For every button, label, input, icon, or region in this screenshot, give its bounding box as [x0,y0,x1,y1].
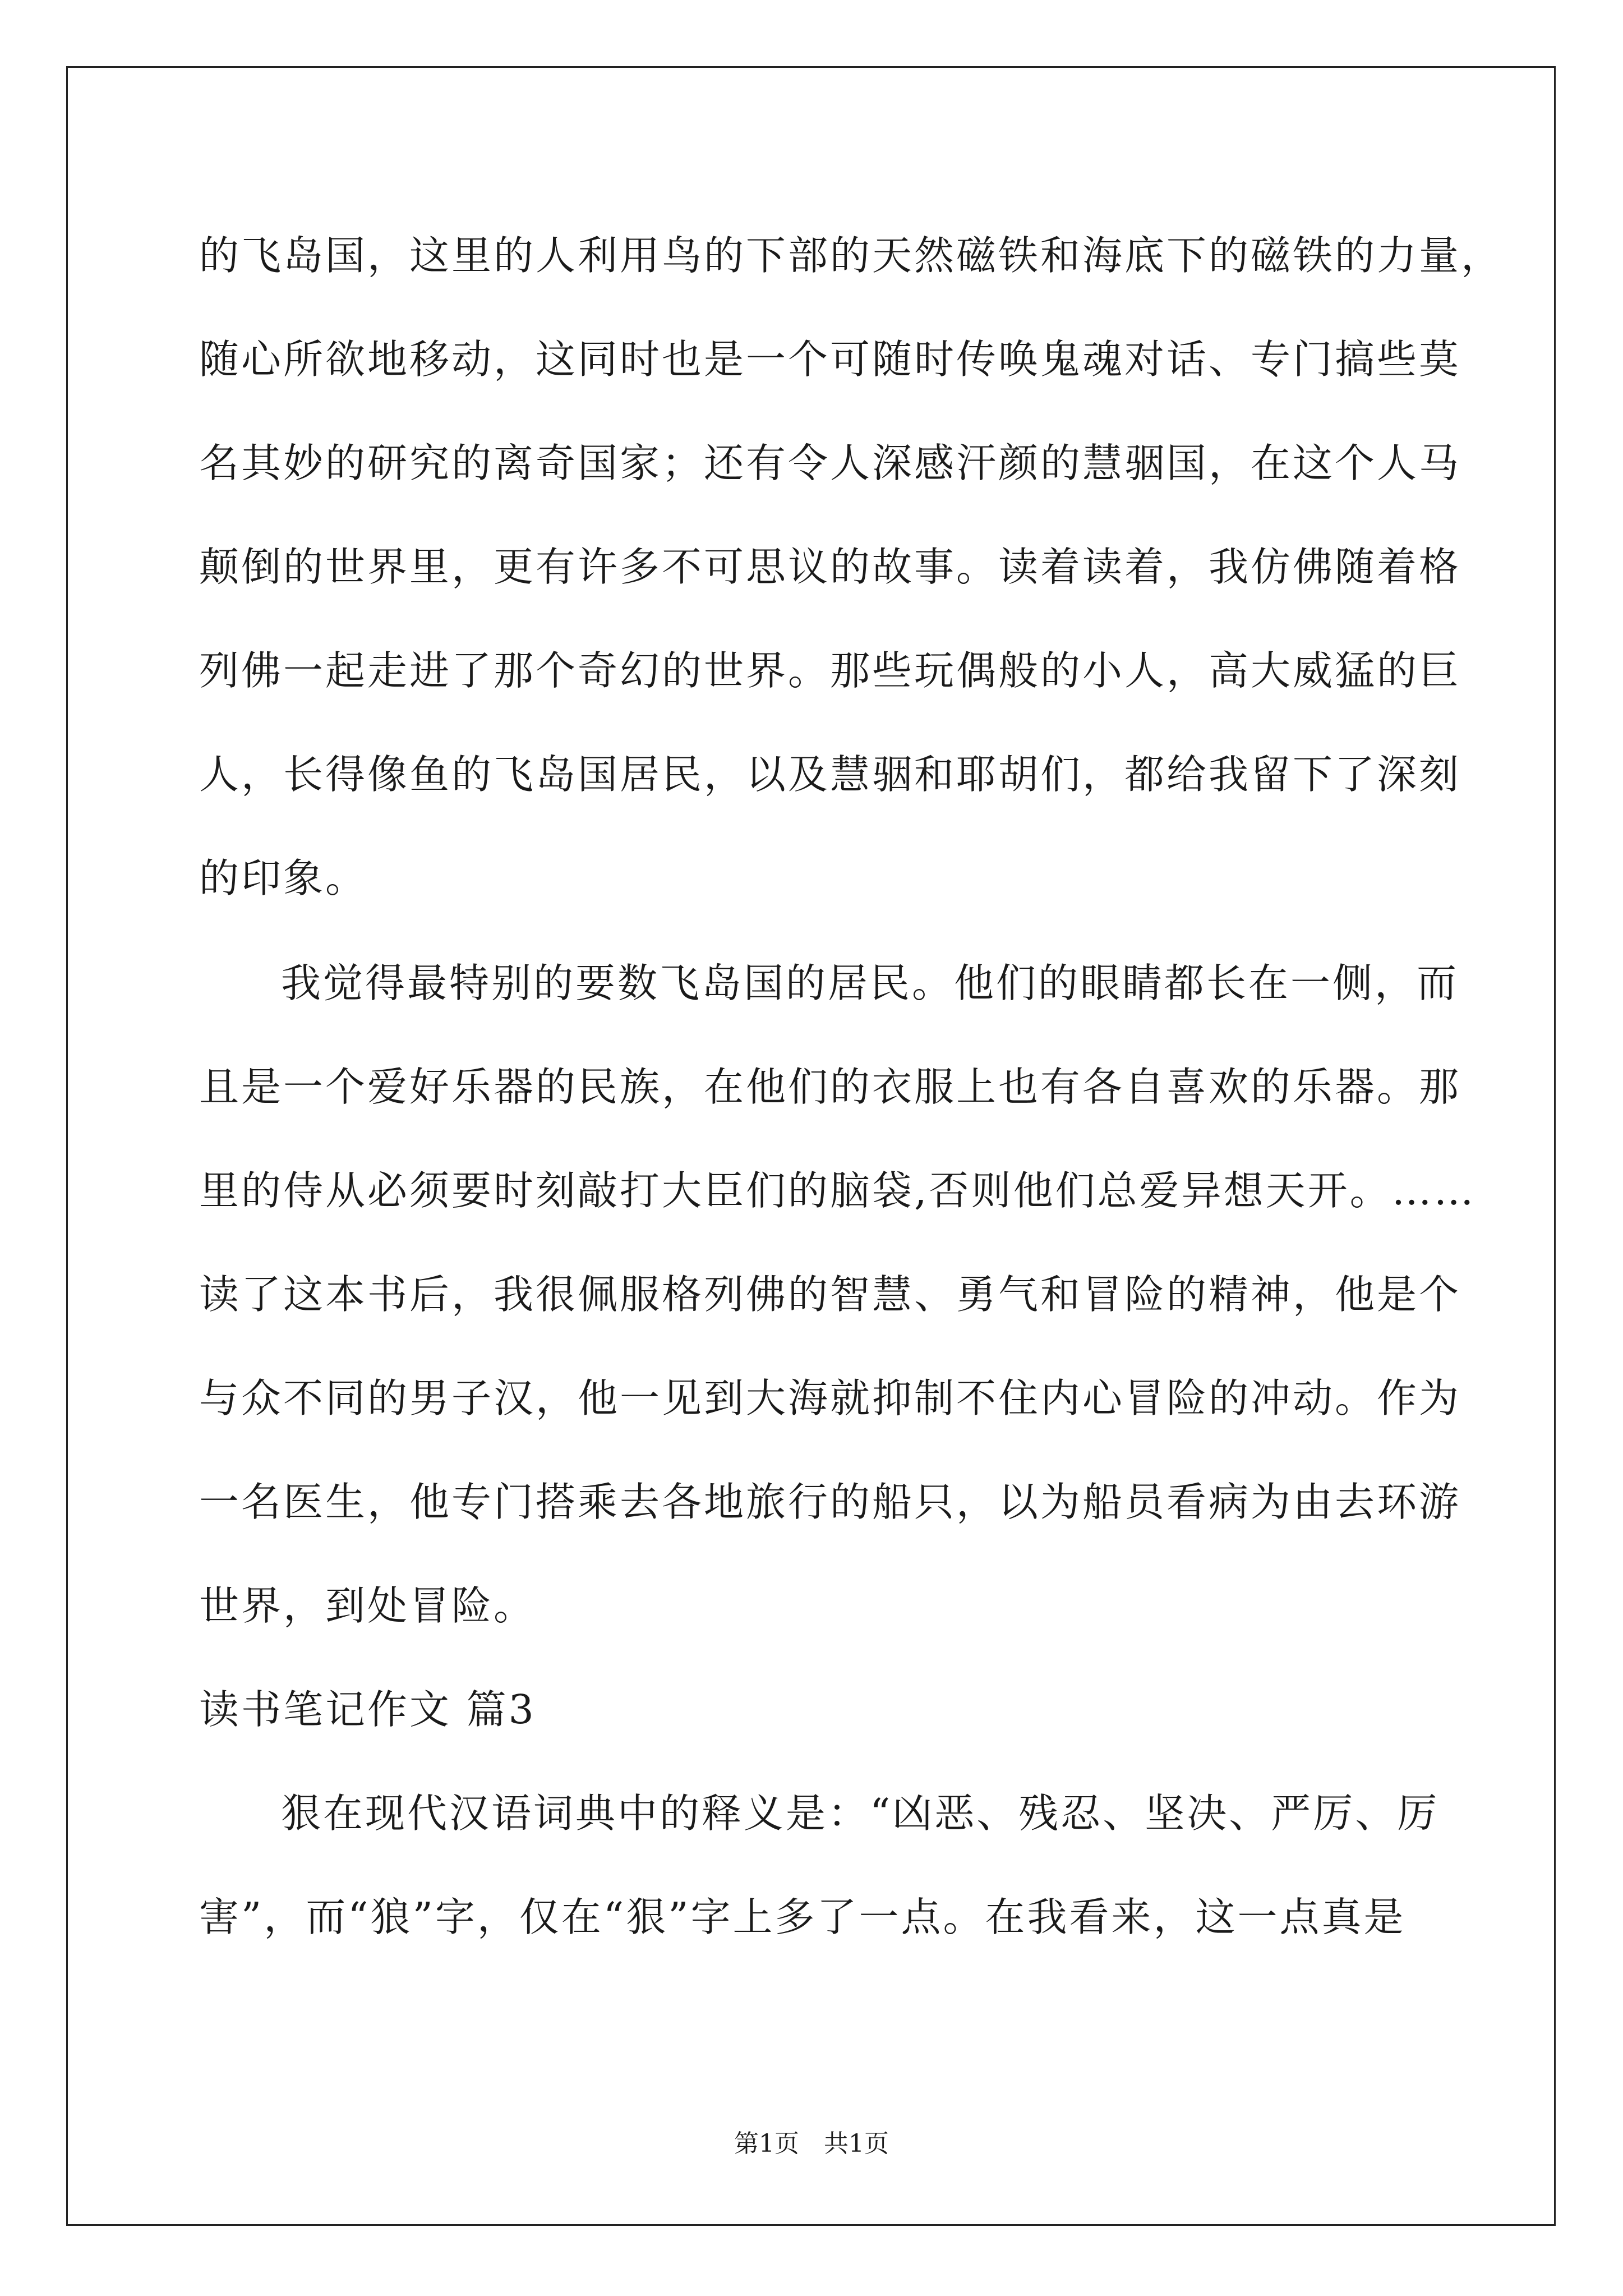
paragraph-2-line-7: 世界，到处冒险。 [199,1582,536,1629]
body-line-5: 列佛一起走进了那个奇幻的世界。那些玩偶般的小人，高大威猛的巨 [199,647,1461,694]
page-number: 第1页 [734,2129,799,2158]
body-line-7: 的印象。 [199,855,368,901]
paragraph-2-line-6: 一名医生，他专门搭乘去各地旅行的船只，以为船员看病为由去环游 [199,1479,1461,1525]
paragraph-2-line-2: 且是一个爱好乐器的民族，在他们的衣服上也有各自喜欢的乐器。那 [199,1064,1461,1110]
paragraph-2-line-4: 读了这本书后，我很佩服格列佛的智慧、勇气和冒险的精神，他是个 [199,1271,1461,1318]
paragraph-3-line-1: 狠在现代汉语词典中的释义是：“凶恶、残忍、坚决、严厉、厉 [281,1790,1440,1837]
paragraph-3-line-2: 害”，而“狼”字，仅在“狠”字上多了一点。在我看来，这一点真是 [199,1894,1406,1940]
page-total: 共1页 [824,2129,889,2158]
body-line-6: 人，长得像鱼的飞岛国居民，以及慧骃和耶胡们，都给我留下了深刻 [199,751,1461,798]
paragraph-2-line-5: 与众不同的男子汉，他一见到大海就抑制不住内心冒险的冲动。作为 [199,1375,1461,1421]
section-heading: 读书笔记作文 篇3 [199,1686,536,1733]
paragraph-2-line-3: 里的侍从必须要时刻敲打大臣们的脑袋,否则他们总爱异想天开。…… [199,1167,1476,1214]
body-line-2: 随心所欲地移动，这同时也是一个可随时传唤鬼魂对话、专门搞些莫 [199,336,1461,383]
body-line-1: 的飞岛国，这里的人利用鸟的下部的天然磁铁和海底下的磁铁的力量， [199,232,1504,279]
page-footer [0,2128,1623,2160]
body-line-4: 颠倒的世界里，更有许多不可思议的故事。读着读着，我仿佛随着格 [199,544,1461,590]
body-line-3: 名其妙的研究的离奇国家；还有令人深感汗颜的慧骃国，在这个人马 [199,440,1461,486]
paragraph-2-line-1: 我觉得最特别的要数飞岛国的居民。他们的眼睛都长在一侧，而 [281,960,1459,1006]
